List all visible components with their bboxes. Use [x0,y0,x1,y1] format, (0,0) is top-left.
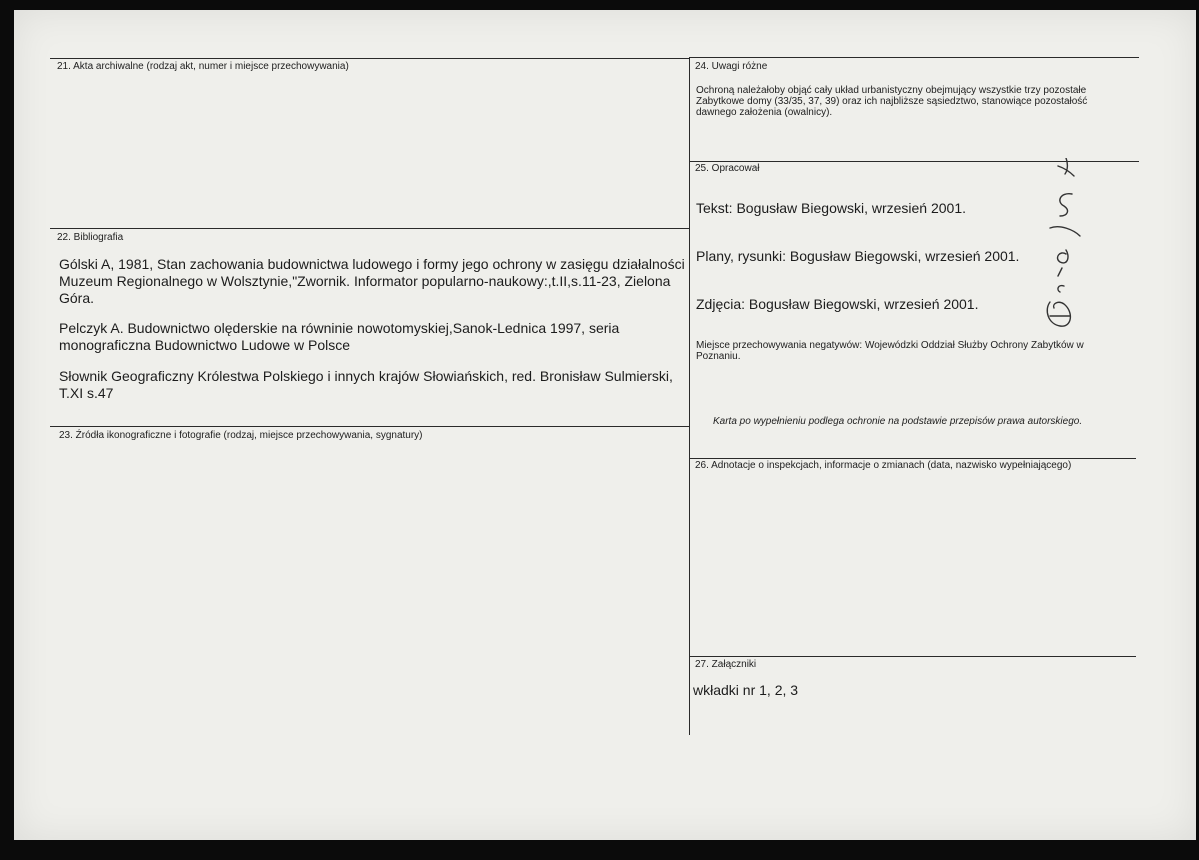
negatives-location: Miejsce przechowywania negatywów: Wojewódzki Oddział Służby Ochrony Zabytków w Poznaniu. [696,340,1084,362]
divider-27 [689,656,1136,657]
section-21-label: 21. Akta archiwalne (rodzaj akt, numer i miejsce przechowywania) [57,61,349,72]
section-23-label: 23. Źródła ikonograficzne i fotografie (rodzaj, miejsce przechowywania, sygnatury) [59,430,423,441]
section-22-label: 22. Bibliografia [57,232,124,243]
author-plans-line: Plany, rysunki: Bogusław Biegowski, wrzesień 2001. [696,248,1020,264]
divider-22 [50,228,689,229]
divider-26 [689,458,1136,459]
bibliography-entry: Słownik Geograficzny Królestwa Polskiego i innych krajów Słowiańskich, red. Bronisław Sulmierski, T.XI s.47 [59,368,673,401]
author-photos-line: Zdjęcia: Bogusław Biegowski, wrzesień 2001. [696,296,979,312]
bibliography-entry: Gólski A, 1981, Stan zachowania budownictwa ludowego i formy jego ochrony w zasięgu działalności Muzeum Regionalnego w Wolsztynie,"Zwornik. Informator popularno-naukowy:,t.II,s.11-23, Zielona Góra. [59,256,685,306]
section-24-label: 24. Uwagi różne [695,61,768,72]
section-26-label: 26. Adnotacje o inspekcjach, informacje o zmianach (data, nazwisko wypełniającego) [695,460,1072,471]
divider-top-left [50,58,689,59]
remarks-text: Ochroną należałoby objąć cały układ urbanistyczny obejmujący wszystkie trzy pozostałe Zabytkowe domy (33/35, 37, 39) oraz ich najbliższe sąsiedztwo, stanowiące pozostałość dawnego założenia (owalnicy). [696,85,1088,118]
copyright-note: Karta po wypełnieniu podlega ochronie na podstawie przepisów prawa autorskiego. [713,416,1083,427]
section-27-label: 27. Załączniki [695,659,757,670]
handwritten-signature [1030,158,1110,338]
column-divider [689,57,690,735]
author-text-line: Tekst: Bogusław Biegowski, wrzesień 2001. [696,200,967,216]
section-25-label: 25. Opracował [695,163,760,174]
bibliography-entry: Pelczyk A. Budownictwo olęderskie na równinie nowotomyskiej,Sanok-Lednica 1997, seria monograficzna Budownictwo Ludowe w Polsce [59,320,620,353]
divider-23 [50,426,689,427]
divider-top-right [689,57,1139,58]
attachments-text: wkładki nr 1, 2, 3 [693,682,799,698]
